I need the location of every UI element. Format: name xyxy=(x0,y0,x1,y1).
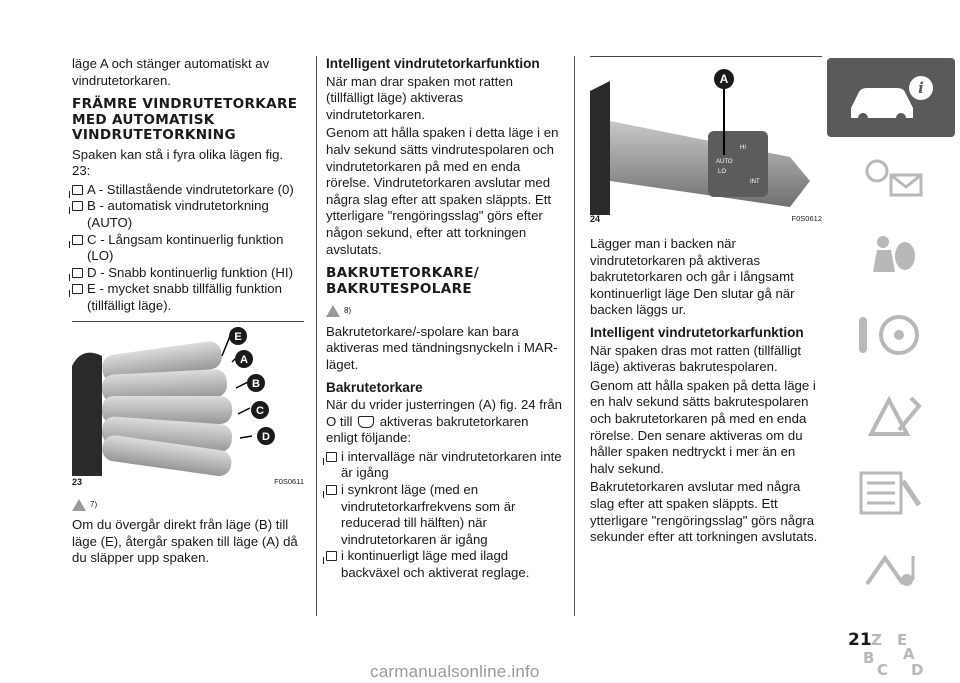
bullet-icon xyxy=(72,235,83,245)
callout-a: A xyxy=(719,72,729,86)
paragraph: Genom att hålla spaken på detta läge i en halv sekund sätts bakrutespolaren och bakrutetorkaren på med en enda rörelse. Den senare aktiveras om du håller spaken nedtryckt i mer än en halv sekund. xyxy=(590,377,816,476)
column-3 xyxy=(590,56,822,548)
list-item: i intervalläge när vindrutetorkaren inte är igång xyxy=(326,449,562,482)
subheading-intelligent-rear-wiper: Intelligent vindrutetorkarfunktion xyxy=(590,324,804,340)
service-checklist-icon xyxy=(841,465,941,521)
figure-number: 23 xyxy=(72,477,83,488)
list-item: E - mycket snabb tillfällig funktion (tillfälligt läge). xyxy=(72,281,304,314)
warning-triangle-tools-icon xyxy=(841,386,941,442)
warning-reference: 7) xyxy=(72,497,304,514)
bullet-icon xyxy=(326,551,337,561)
warning-triangle-icon xyxy=(326,305,340,317)
watermark: carmanualsonline.info xyxy=(370,662,540,681)
lever-label-auto: AUTO xyxy=(716,159,733,165)
chapter-sidebar xyxy=(827,58,955,683)
chapter-tab-emergency[interactable] xyxy=(827,374,955,453)
lever-label-lo: LO xyxy=(718,169,727,175)
warning-reference: 8) xyxy=(326,303,562,320)
paragraph: Bakrutetorkare/-spolare kan bara aktiveras med tändningsnyckeln i MAR-läget. xyxy=(326,323,558,372)
list-item: i kontinuerligt läge med ilagd backväxel och aktiverat reglage. xyxy=(326,548,562,581)
paragraph: Lägger man i backen när vindrutetorkaren på aktiveras bakrutetorkaren och går i långsamt kontinuerligt läge Den slutar gå när backen läggs ur. xyxy=(590,236,795,318)
svg-text:B: B xyxy=(863,648,875,667)
column-1 xyxy=(72,56,304,569)
paragraph: När spaken dras mot ratten (tillfälligt läge) aktiveras bakrutespolaren. xyxy=(590,342,802,375)
car-info-icon xyxy=(841,70,941,126)
warning-triangle-icon xyxy=(72,499,86,511)
chapter-tab-dashboard[interactable] xyxy=(827,137,955,216)
figure-code: F0S0611 xyxy=(274,477,304,487)
chapter-tab-safety[interactable] xyxy=(827,216,955,295)
paragraph: När du vrider justerringen (A) fig. 24 från O till aktiveras bakrutetorkaren enligt följande: xyxy=(326,397,563,446)
bullet-icon xyxy=(326,452,337,462)
callout-b: B xyxy=(252,377,260,390)
page-number: 21 xyxy=(848,630,872,650)
chapter-tab-index[interactable] xyxy=(827,611,955,683)
after-figure-text: Om du övergår direkt från läge (B) till läge (E), återgår spaken till läge (A) då du släpper upp spaken. xyxy=(72,517,298,566)
chapter-tab-starting[interactable] xyxy=(827,295,955,374)
svg-text:i: i xyxy=(918,78,924,97)
svg-text:D: D xyxy=(911,660,924,679)
svg-text:A: A xyxy=(903,644,915,663)
chapter-tab-multimedia[interactable] xyxy=(827,532,955,611)
paragraph: Genom att hålla spaken i detta läge i en halv sekund sätts vindrutespolaren och vindrutetorkaren på med en enda rörelse. Vindrutetorkaren avslutar med några slag efter att spaken släppts. Ett ytterligare "rengöringsslag" görs efter någon sekund, efter att torkningen avslutats. xyxy=(326,125,559,257)
figure-number: 24 xyxy=(590,214,601,225)
lever-label-hi: HI xyxy=(740,145,746,151)
bullet-icon xyxy=(72,284,83,294)
paragraph: När man drar spaken mot ratten (tillfälligt läge) aktiveras vindrutetorkaren. xyxy=(326,73,513,122)
subheading-intelligent-wiper: Intelligent vindrutetorkarfunktion xyxy=(326,56,540,71)
chapter-tab-maintenance[interactable] xyxy=(827,453,955,532)
bullet-icon xyxy=(326,485,337,495)
svg-text:Z: Z xyxy=(871,630,882,649)
svg-text:C: C xyxy=(877,660,889,679)
warning-light-icon xyxy=(841,149,941,205)
rear-wiper-lever-image xyxy=(590,61,822,215)
chapter-tab-getting-to-know[interactable] xyxy=(827,58,955,137)
list-item: A - Stillastående vindrutetorkare (0) xyxy=(72,182,304,199)
callout-a: A xyxy=(240,353,248,366)
svg-text:E: E xyxy=(897,630,908,649)
list-item: B - automatisk vindrutetorkning (AUTO) xyxy=(72,198,304,231)
subheading-rear-wiper: Bakrutetorkare xyxy=(326,379,423,395)
callout-d: D xyxy=(262,430,270,443)
airbag-icon xyxy=(841,228,941,284)
list-item: i synkront läge (med en vindrutetorkarfrekvens som är reducerad till hälften) när vindrutetorkaren är igång xyxy=(326,482,562,548)
list-item: D - Snabb kontinuerlig funktion (HI) xyxy=(72,265,304,282)
bullet-icon xyxy=(72,185,83,195)
multimedia-icon xyxy=(841,544,941,600)
bullet-icon xyxy=(72,201,83,211)
intro-text: läge A och stänger automatiskt av vindrutetorkaren. xyxy=(72,56,270,88)
figure-23 xyxy=(72,321,304,491)
section-heading-rear-wiper: BAKRUTETORKARE/ BAKRUTESPOLARE xyxy=(326,265,480,297)
lead-text: Spaken kan stå i fyra olika lägen fig. 23: xyxy=(72,146,284,179)
paragraph: Bakrutetorkaren avslutar med några slag efter att spaken släppts. Ett ytterligare "rengöringsslag" görs några sekunder efter att torkningen avslutats. xyxy=(590,479,818,545)
list-item: C - Långsam kontinuerlig funktion (LO) xyxy=(72,232,304,265)
figure-code: F0S0612 xyxy=(791,214,822,224)
bullet-icon xyxy=(72,268,83,278)
figure-24 xyxy=(590,56,822,228)
section-heading-front-wiper: FRÄMRE VINDRUTETORKARE MED AUTOMATISK VINDRUTETORKNING xyxy=(72,96,298,144)
column-divider xyxy=(574,56,575,616)
wiper-lever-positions-image xyxy=(72,326,304,476)
column-divider xyxy=(316,56,317,616)
steering-wheel-icon xyxy=(841,307,941,363)
lever-label-int: INT xyxy=(750,179,760,185)
column-2 xyxy=(326,56,562,582)
rear-wiper-icon xyxy=(358,416,374,428)
callout-c: C xyxy=(256,404,264,417)
callout-e: E xyxy=(234,330,242,343)
